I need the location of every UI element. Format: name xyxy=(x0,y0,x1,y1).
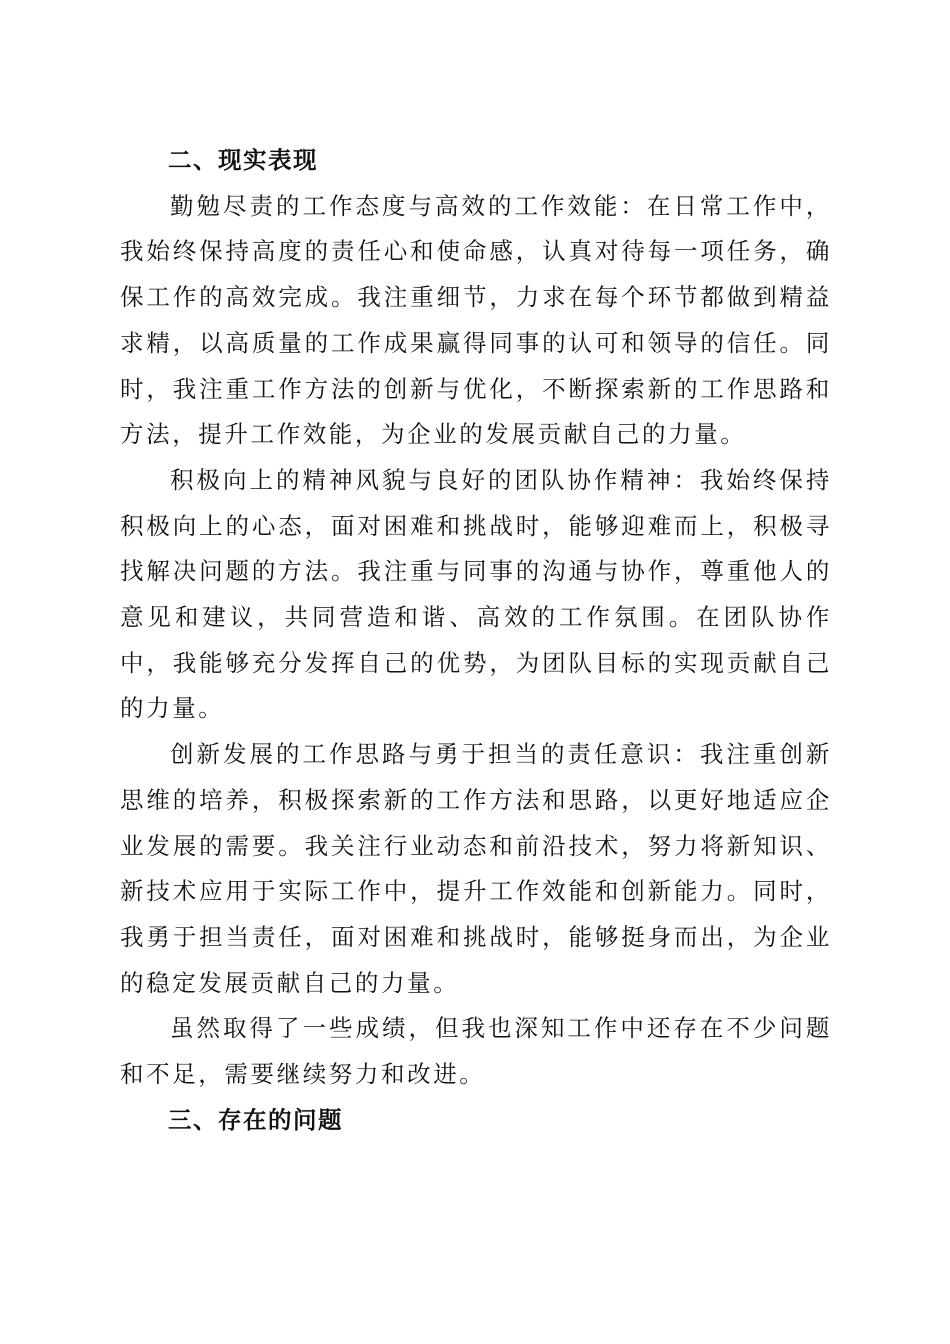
paragraph-summary: 虽然取得了一些成绩，但我也深知工作中还存在不少问题和不足，需要继续努力和改进。 xyxy=(120,1014,832,1089)
section-heading-realistic-performance: 二、现实表现 xyxy=(168,146,318,174)
document-body xyxy=(120,138,832,1143)
paragraph-team-spirit: 积极向上的精神风貌与良好的团队协作精神：我始终保持积极向上的心态，面对困难和挑战时，能够迎难而上，积极寻找解决问题的方法。我注重与同事的沟通与协作，尊重他人的意见和建议，共同营造和谐、高效的工作氛围。在团队协作中，我能够充分发挥自己的优势，为团队目标的实现贡献自己的力量。 xyxy=(120,465,832,723)
section-heading-existing-problems: 三、存在的问题 xyxy=(168,1105,343,1134)
paragraph-work-attitude: 勤勉尽责的工作态度与高效的工作效能：在日常工作中，我始终保持高度的责任心和使命感，认真对待每一项任务，确保工作的高效完成。我注重细节，力求在每个环节都做到精益求精，以高质量的工作成果赢得同事的认可和领导的信任。同时，我注重工作方法的创新与优化，不断探索新的工作思路和方法，提升工作效能，为企业的发展贡献自己的力量。 xyxy=(120,191,832,449)
paragraph-innovation: 创新发展的工作思路与勇于担当的责任意识：我注重创新思维的培养，积极探索新的工作方法和思路，以更好地适应企业发展的需要。我关注行业动态和前沿技术，努力将新知识、新技术应用于实际工作中，提升工作效能和创新能力。同时，我勇于担当责任，面对困难和挑战时，能够挺身而出，为企业的稳定发展贡献自己的力量。 xyxy=(120,740,832,997)
